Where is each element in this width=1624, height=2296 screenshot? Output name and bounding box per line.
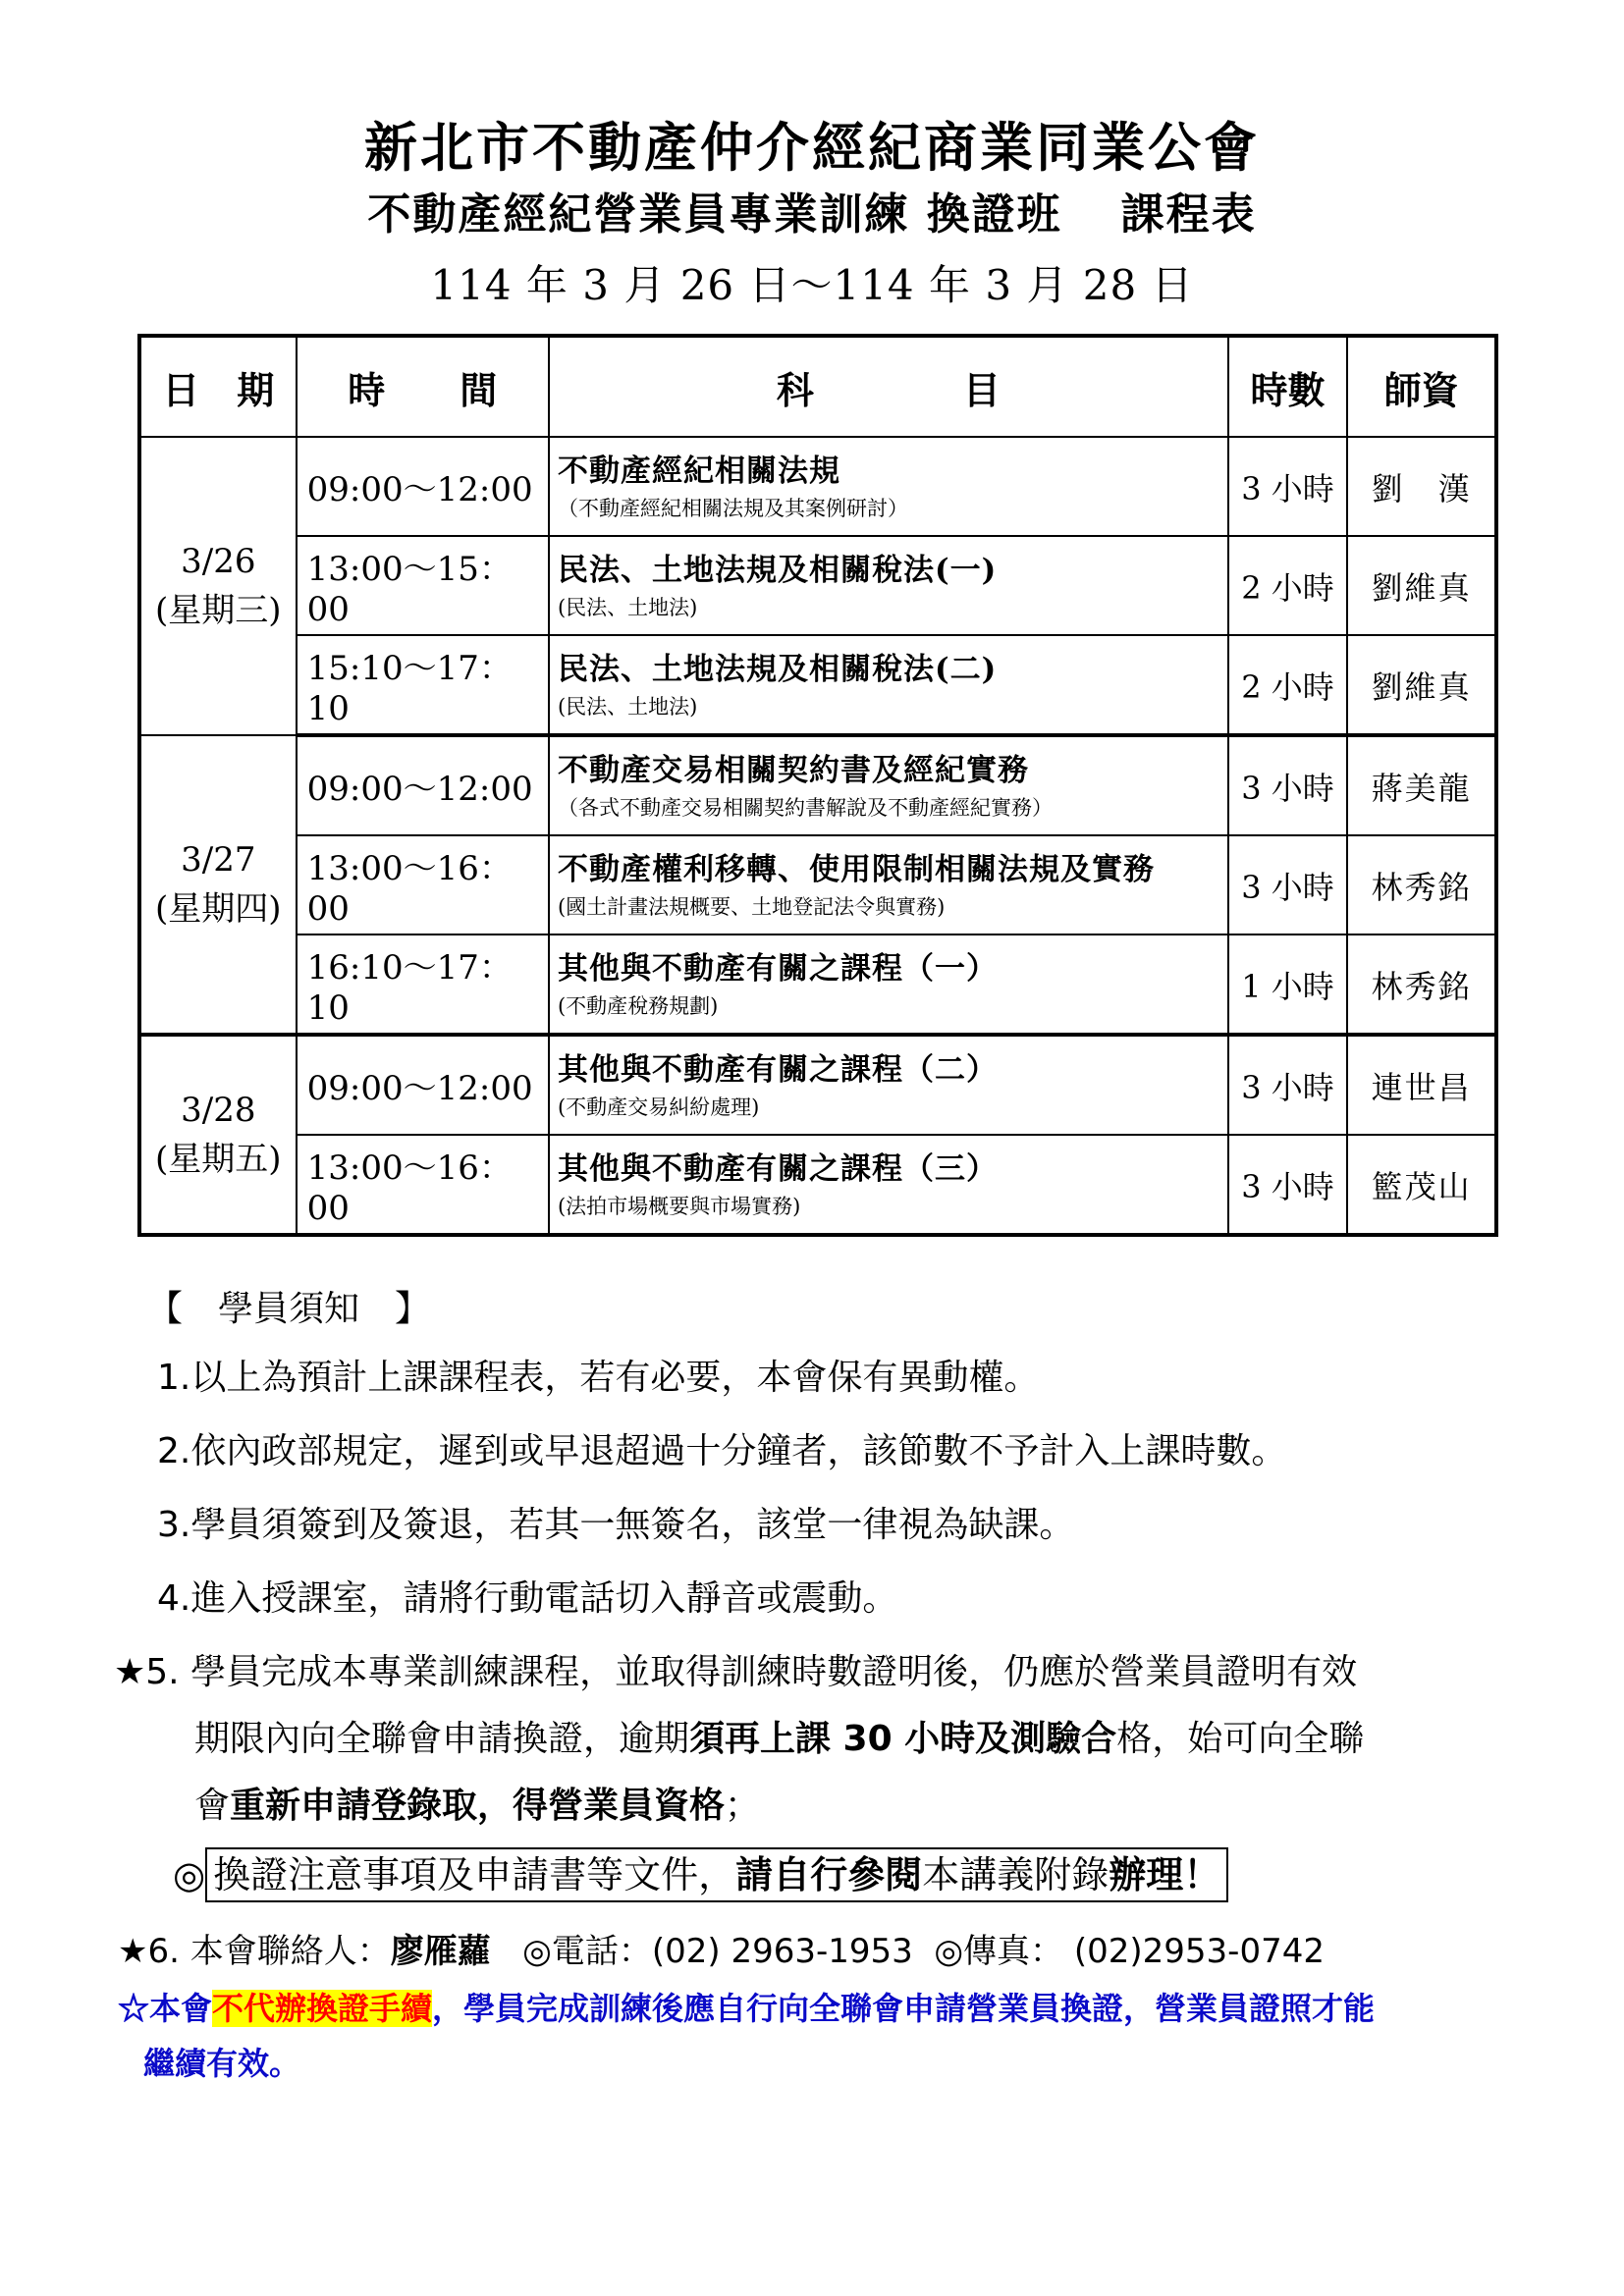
hours-cell: 3 小時	[1228, 1135, 1348, 1235]
time-cell: 09:00～12:00	[297, 1035, 549, 1135]
contact-name: 廖雁蘿	[390, 1932, 491, 1971]
document-notice	[173, 1847, 1228, 1902]
subject-title: 不動產交易相關契約書及經紀實務	[557, 752, 1029, 788]
hours-cell: 3 小時	[1228, 835, 1348, 934]
time-cell: 13:00～16：00	[297, 835, 549, 934]
warning-text: ☆本會	[118, 1990, 213, 2027]
header-time: 時 間	[297, 336, 549, 437]
table-row	[139, 735, 1496, 835]
teacher-cell: 籃茂山	[1347, 1135, 1496, 1235]
subject-title: 民法、土地法規及相關稅法(二)	[557, 651, 998, 687]
hours-cell: 3 小時	[1228, 735, 1348, 835]
table-row	[139, 1135, 1496, 1235]
subject-title: 不動產權利移轉、使用限制相關法規及實務	[557, 851, 1155, 887]
course-title	[0, 179, 1624, 241]
subject-note: (國土計畫法規概要、土地登記法令與實務)	[557, 894, 946, 919]
notice-emphasis: 辦理！	[1109, 1852, 1221, 1896]
teacher-cell: 劉維真	[1347, 635, 1496, 735]
subject-note: (民法、土地法)	[557, 595, 698, 619]
notice-text: 換證注意事項及申請書等文件，	[213, 1853, 736, 1896]
course-name: 不動產經紀營業員專業訓練 換證班	[367, 189, 1062, 240]
time-cell: 13:00～16：00	[297, 1135, 549, 1235]
hours-cell: 3 小時	[1228, 437, 1348, 536]
subject-note: (法拍市場概要與市場實務)	[557, 1194, 801, 1218]
hours-cell: 2 小時	[1228, 635, 1348, 735]
subject-note: (民法、土地法)	[557, 694, 698, 719]
time-cell: 09:00～12:00	[297, 437, 549, 536]
schedule-label: 課程表	[1120, 189, 1257, 240]
weekday: (星期五)	[155, 1140, 282, 1179]
org-title: 新北市不動產仲介經紀商業同業公會	[364, 116, 1260, 179]
teacher-cell: 劉維真	[1347, 536, 1496, 635]
note-item-5-line3	[194, 1778, 760, 1828]
date: 3/26	[181, 542, 256, 581]
warning-notice	[118, 1981, 1542, 2091]
time-cell: 15:10～17：10	[297, 635, 549, 735]
note-emphasis: 重新申請登錄取，得營業員資格	[230, 1786, 726, 1826]
subject-cell	[549, 934, 1228, 1035]
subject-note: (不動產稅務規劃)	[557, 993, 719, 1018]
course-schedule-table	[137, 334, 1498, 1237]
subject-title: 不動產經紀相關法規	[557, 453, 840, 489]
note-emphasis: 須再上課 30 小時及測驗合	[689, 1719, 1117, 1759]
subject-cell	[549, 835, 1228, 934]
table-row	[139, 635, 1496, 735]
header-hours: 時數	[1228, 336, 1348, 437]
note-item-5-line2	[194, 1711, 1364, 1761]
hours-cell: 2 小時	[1228, 536, 1348, 635]
notice-text: 本講義附錄	[922, 1853, 1110, 1896]
subject-cell	[549, 1035, 1228, 1135]
subject-title: 其他與不動產有關之課程（三）	[557, 1150, 998, 1187]
notice-box	[205, 1847, 1228, 1902]
warning-text: ，學員完成訓練後應自行向全聯會申請營業員換證，營業員證照才能	[432, 1990, 1376, 2027]
time-cell: 09:00～12:00	[297, 735, 549, 835]
subject-cell	[549, 635, 1228, 735]
subject-cell	[549, 1135, 1228, 1235]
date: 3/28	[181, 1091, 256, 1130]
table-row	[139, 934, 1496, 1035]
note-item: 1.以上為預計上課課程表，若有必要，本會保有異動權。	[157, 1358, 1040, 1398]
subject-note: （各式不動產交易相關契約書解說及不動產經紀實務）	[557, 795, 1053, 820]
subject-title: 民法、土地法規及相關稅法(一)	[557, 552, 998, 588]
note-text: 會	[194, 1786, 231, 1826]
note-text: ；	[725, 1786, 761, 1826]
time-cell: 16:10～17：10	[297, 934, 549, 1035]
note-item: 2.依內政部規定，遲到或早退超過十分鐘者，該節數不予計入上課時數。	[157, 1431, 1287, 1471]
date-cell	[139, 735, 297, 1035]
table-row	[139, 1035, 1496, 1135]
subject-title: 其他與不動產有關之課程（二）	[557, 1051, 998, 1088]
note-item-5-line1: ★5. 學員完成本專業訓練課程，並取得訓練時數證明後，仍應於營業員證明有效	[114, 1652, 1358, 1692]
teacher-cell: 林秀銘	[1347, 835, 1496, 934]
table-header-row	[139, 336, 1496, 437]
hours-cell: 1 小時	[1228, 934, 1348, 1035]
notice-emphasis: 請自行參閱	[735, 1852, 923, 1896]
weekday: (星期四)	[155, 889, 282, 929]
header-date: 日 期	[139, 336, 297, 437]
date: 3/27	[181, 840, 256, 880]
table-row	[139, 536, 1496, 635]
teacher-cell: 林秀銘	[1347, 934, 1496, 1035]
header-subject: 科 目	[549, 336, 1228, 437]
subject-cell	[549, 536, 1228, 635]
notes-heading: 【 學員須知 】	[147, 1289, 431, 1329]
teacher-cell: 連世昌	[1347, 1035, 1496, 1135]
contact-fax: ◎傳真： (02)2953-0742	[934, 1932, 1325, 1971]
notice-mark: ◎	[173, 1853, 206, 1896]
note-item: 4.進入授課室，請將行動電話切入靜音或震動。	[157, 1578, 898, 1619]
contact-phone: ◎電話：(02) 2963-1953	[522, 1932, 913, 1971]
warning-highlight: 不代辦換證手續	[212, 1990, 433, 2027]
contact-line	[118, 1924, 1325, 1972]
time-cell: 13:00～15：00	[297, 536, 549, 635]
weekday: (星期三)	[155, 591, 282, 630]
note-text: 期限內向全聯會申請換證，逾期	[194, 1719, 690, 1759]
date-cell	[139, 437, 297, 735]
date-cell	[139, 1035, 297, 1235]
subject-note: （不動產經紀相關法規及其案例研討）	[557, 496, 908, 520]
note-text: 格，始可向全聯	[1116, 1719, 1365, 1759]
subject-cell	[549, 735, 1228, 835]
note-item: 3.學員須簽到及簽退，若其一無簽名，該堂一律視為缺課。	[157, 1505, 1075, 1545]
teacher-cell: 蔣美龍	[1347, 735, 1496, 835]
contact-label: ★6. 本會聯絡人：	[118, 1932, 391, 1971]
warning-continuation: 繼續有效。	[143, 2045, 301, 2082]
subject-cell	[549, 437, 1228, 536]
hours-cell: 3 小時	[1228, 1035, 1348, 1135]
table-row	[139, 437, 1496, 536]
header-teacher: 師資	[1347, 336, 1496, 437]
table-row	[139, 835, 1496, 934]
subject-title: 其他與不動產有關之課程（一）	[557, 950, 998, 987]
course-period: 114 年 3 月 26 日～114 年 3 月 28 日	[430, 261, 1194, 309]
teacher-cell: 劉 漢	[1347, 437, 1496, 536]
subject-note: (不動產交易糾紛處理)	[557, 1095, 760, 1119]
